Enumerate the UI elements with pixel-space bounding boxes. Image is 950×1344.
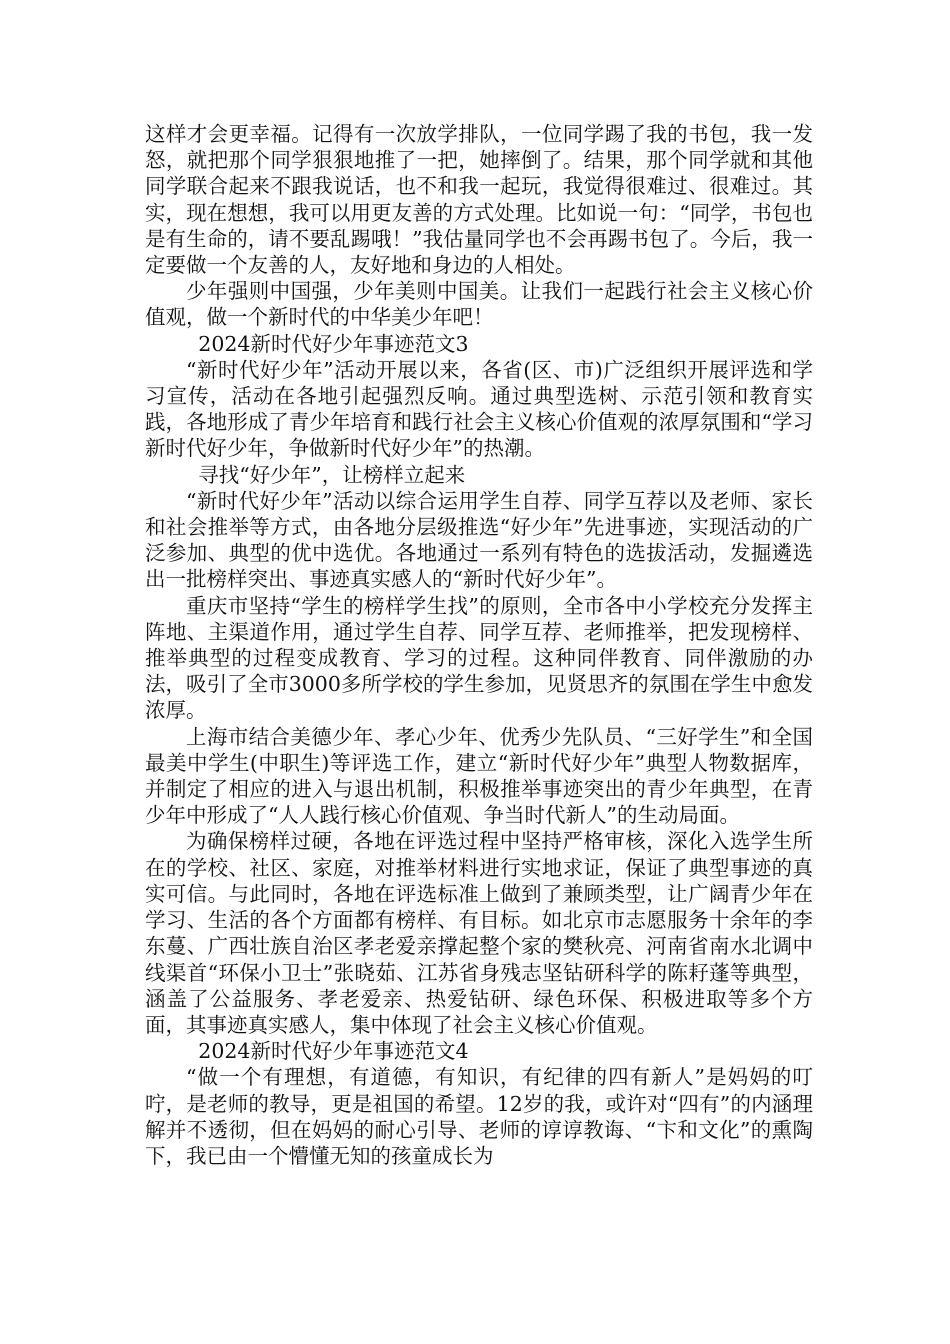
paragraph-chongqing: 重庆市坚持“学生的榜样学生找”的原则，全市各中小学校充分发挥主阵地、主渠道作用，通过学生自荐、同学互荐、老师推举，把发现榜样、推举典型的过程变成教育、学习的过程。这种同伴教育、同伴激励的办法，吸引了全市3000多所学校的学生参加，见贤思齐的氛围在学生中愈发浓厚。 — [145, 593, 813, 723]
paragraph-selection-method: “新时代好少年”活动以综合运用学生自荐、同学互荐以及老师、家长和社会推举等方式，由各地分层级推选“好少年”先进事迹，实现活动的广泛参加、典型的优中选优。各地通过一系列有特色的选拔活动，发掘遴选出一批榜样突出、事迹真实感人的“新时代好少年”。 — [145, 488, 813, 592]
document-page — [145, 121, 813, 1169]
paragraph-continuation: 这样才会更幸福。记得有一次放学排队，一位同学踢了我的书包，我一发怒，就把那个同学狠狠地推了一把，她摔倒了。结果，那个同学就和其他同学联合起来不跟我说话，也不和我一起玩，我觉得很难过、很难过。其实，现在想想，我可以用更友善的方式处理。比如说一句：“同学，书包也是有生命的，请不要乱踢哦！”我估量同学也不会再踢书包了。今后，我一定要做一个友善的人，友好地和身边的人相处。 — [145, 122, 813, 278]
paragraph-intro: “新时代好少年”活动开展以来，各省(区、市)广泛组织开展评选和学习宣传，活动在各地引起强烈反响。通过典型选树、示范引领和教育实践，各地形成了青少年培育和践行社会主义核心价值观的浓厚氛围和“学习新时代好少年，争做新时代好少年”的热潮。 — [145, 357, 813, 461]
section-heading-3: 2024新时代好少年事迹范文3 — [198, 331, 469, 356]
paragraph-review: 为确保榜样过硬，各地在评选过程中坚持严格审核，深化入选学生所在的学校、社区、家庭，对推举材料进行实地求证，保证了典型事迹的真实可信。与此同时，各地在评选标准上做到了兼顾类型，让广阔青少年在学习、生活的各个方面都有榜样、有目标。如北京市志愿服务十余年的李东蔓、广西壮族自治区孝老爱亲撑起整个家的樊秋亮、河南省南水北调中线渠首“环保小卫士”张晓茹、江苏省身残志坚钻研科学的陈耔蓬等典型，涵盖了公益服务、孝老爱亲、热爱钻研、绿色环保、积极进取等多个方面，其事迹真实感人，集中体现了社会主义核心价值观。 — [145, 829, 813, 1037]
paragraph-four-haves: “做一个有理想，有道德，有知识，有纪律的四有新人”是妈妈的叮咛，是老师的教导，更是祖国的希望。12岁的我，或许对“四有”的内涵理解并不透彻，但在妈妈的耐心引导、老师的谆谆教诲、“卞和文化”的熏陶下，我已由一个懵懂无知的孩童成长为 — [145, 1065, 813, 1168]
paragraph-shanghai: 上海市结合美德少年、孝心少年、优秀少先队员、“三好学生”和全国最美中学生(中职生)等评选工作，建立“新时代好少年”典型人物数据库，并制定了相应的进入与退出机制，积极推举事迹突出的青少年典型，在青少年中形成了“人人践行核心价值观、争当时代新人”的生动局面。 — [145, 724, 813, 828]
section-heading-4: 2024新时代好少年事迹范文4 — [198, 1039, 469, 1064]
paragraph-closing: 少年强则中国强，少年美则中国美。让我们一起践行社会主义核心价值观，做一个新时代的中华美少年吧！ — [145, 279, 813, 330]
subheading-find-role-models: 寻找“好少年”，让榜样立起来 — [198, 462, 466, 487]
